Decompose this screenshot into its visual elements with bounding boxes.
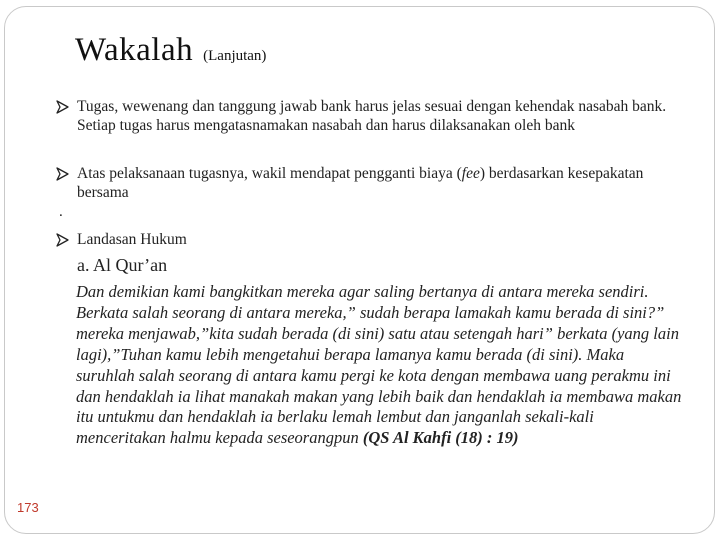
quran-quote	[76, 282, 682, 449]
bullet-text: Tugas, wewenang dan tanggung jawab bank harus jelas sesuai dengan kehendak nasabah bank. Setiap tugas harus mengatasnamakan nasabah dan harus dilaksanakan oleh bank	[77, 98, 667, 134]
arrow-bullet-icon	[56, 233, 70, 247]
title-subtitle: (Lanjutan)	[203, 48, 267, 64]
sub-heading-quran: a. Al Qur’an	[77, 255, 168, 275]
bullet-text-after: ) berdasarkan kesepakatan bersama	[77, 165, 644, 201]
bullet-item-tugas	[56, 97, 676, 135]
arrow-bullet-icon	[56, 167, 70, 181]
arrow-bullet-icon	[56, 100, 70, 114]
title-main: Wakalah	[75, 32, 194, 68]
slide-title	[75, 32, 266, 69]
bullet-row	[56, 97, 676, 135]
bullet-row	[56, 230, 676, 249]
dot-marker: .	[59, 204, 63, 220]
bullet-row	[56, 164, 676, 202]
bullet-item-landasan	[56, 230, 676, 249]
page-number: 173	[17, 500, 39, 515]
bullet-text: Landasan Hukum	[77, 231, 187, 248]
quote-reference: (QS Al Kahfi (18) : 19)	[362, 428, 519, 448]
bullet-text-italic: fee	[461, 165, 480, 182]
quote-text: Dan demikian kami bangkitkan mereka agar saling bertanya di antara mereka sendiri. Berkata salah seorang di antara mereka,” sudah berapa lamakah kamu berada di sini?” mereka menjawab,”kita sudah berada (di sini) satu atau setengah hari” berkata (yang lain lagi),”Tuhan kamu lebih mengetahui berapa lamanya kamu berada (di sini). Maka suruhlah salah seorang di antara kamu pergi ke kota dengan membawa uang perakmu ini dan hendaklah ia lihat manakah makan yang lebih baik dan hendaklah ia membawa makan itu untukmu dan hendaklah ia berlaku lemah lembut dan janganlah sekali-kali menceritakan halmu kepada seseorangpun	[76, 282, 682, 448]
bullet-item-fee	[56, 164, 676, 202]
bullet-text-before: Atas pelaksanaan tugasnya, wakil mendapat pengganti biaya (	[77, 165, 462, 182]
